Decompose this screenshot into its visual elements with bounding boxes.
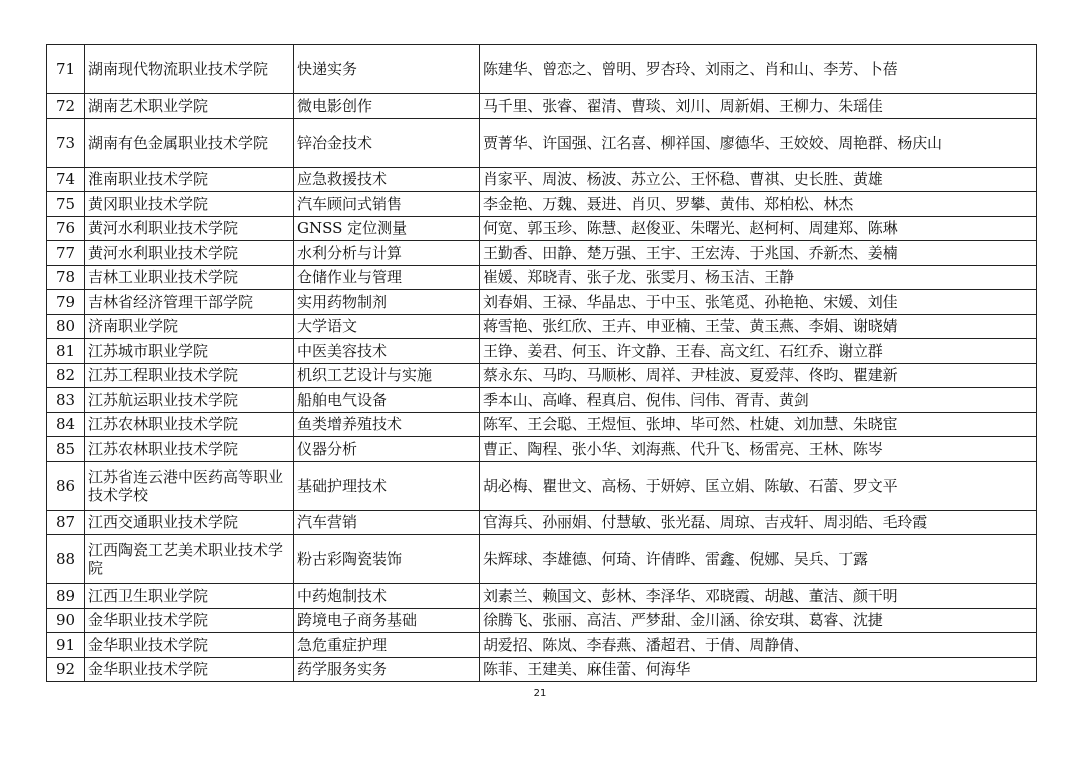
- course-name: 仓储作业与管理: [294, 265, 480, 290]
- course-name: 大学语文: [294, 314, 480, 339]
- course-name: 中药炮制技术: [294, 584, 480, 609]
- course-name: 药学服务实务: [294, 657, 480, 682]
- table-row: [47, 363, 1037, 388]
- team-members: 陈菲、王建美、麻佳蕾、何海华: [480, 657, 1037, 682]
- row-number: 92: [47, 657, 85, 682]
- course-name: 快递实务: [294, 45, 480, 94]
- table-row: [47, 265, 1037, 290]
- school-name: 江西交通职业技术学院: [85, 510, 294, 535]
- team-members: 肖家平、周波、杨波、苏立公、王怀稳、曹祺、史长胜、黄雄: [480, 167, 1037, 192]
- course-name: 船舶电气设备: [294, 388, 480, 413]
- row-number: 73: [47, 118, 85, 167]
- school-name: 江苏省连云港中医药高等职业技术学校: [85, 461, 294, 510]
- row-number: 86: [47, 461, 85, 510]
- page-number: 21: [533, 688, 547, 699]
- team-members: 马千里、张睿、翟清、曹琰、刘川、周新娟、王柳力、朱瑶佳: [480, 94, 1037, 119]
- school-name: 吉林工业职业技术学院: [85, 265, 294, 290]
- school-name: 江苏航运职业技术学院: [85, 388, 294, 413]
- table-row: [47, 535, 1037, 584]
- course-name: 粉古彩陶瓷装饰: [294, 535, 480, 584]
- row-number: 84: [47, 412, 85, 437]
- school-name: 金华职业技术学院: [85, 657, 294, 682]
- row-number: 75: [47, 192, 85, 217]
- row-number: 83: [47, 388, 85, 413]
- course-name: 机织工艺设计与实施: [294, 363, 480, 388]
- row-number: 80: [47, 314, 85, 339]
- row-number: 89: [47, 584, 85, 609]
- row-number: 79: [47, 290, 85, 315]
- table-row: [47, 461, 1037, 510]
- team-members: 蒋雪艳、张红欣、王卉、申亚楠、王莹、黄玉燕、李娟、谢晓婧: [480, 314, 1037, 339]
- course-name: 汽车顾问式销售: [294, 192, 480, 217]
- team-members: 曹正、陶程、张小华、刘海燕、代升飞、杨雷亮、王林、陈岑: [480, 437, 1037, 462]
- course-name: 跨境电子商务基础: [294, 608, 480, 633]
- table-row: [47, 241, 1037, 266]
- team-members: 胡必梅、瞿世文、高杨、于妍婷、匡立娟、陈敏、石蕾、罗文平: [480, 461, 1037, 510]
- table-row: [47, 510, 1037, 535]
- team-members: 蔡永东、马昀、马顺彬、周祥、尹桂波、夏爱萍、佟昀、瞿建新: [480, 363, 1037, 388]
- row-number: 85: [47, 437, 85, 462]
- school-name: 金华职业技术学院: [85, 633, 294, 658]
- table-row: [47, 633, 1037, 658]
- course-name: GNSS 定位测量: [294, 216, 480, 241]
- school-name: 江西卫生职业学院: [85, 584, 294, 609]
- row-number: 74: [47, 167, 85, 192]
- team-members: 崔媛、郑晓青、张子龙、张雯月、杨玉洁、王静: [480, 265, 1037, 290]
- team-members: 王勤香、田静、楚万强、王宇、王宏涛、于兆国、乔新杰、姜楠: [480, 241, 1037, 266]
- team-members: 朱辉球、李雄德、何琦、许倩晔、雷鑫、倪娜、吴兵、丁露: [480, 535, 1037, 584]
- school-name: 湖南有色金属职业技术学院: [85, 118, 294, 167]
- school-name: 湖南艺术职业学院: [85, 94, 294, 119]
- table-row: [47, 216, 1037, 241]
- row-number: 71: [47, 45, 85, 94]
- team-members: 胡爱招、陈岚、李春燕、潘超君、于倩、周静倩、: [480, 633, 1037, 658]
- row-number: 77: [47, 241, 85, 266]
- team-members: 刘素兰、赖国文、彭林、李泽华、邓晓霞、胡越、董洁、颜干明: [480, 584, 1037, 609]
- table-row: [47, 314, 1037, 339]
- awards-table: [46, 44, 1037, 682]
- row-number: 90: [47, 608, 85, 633]
- table-row: [47, 94, 1037, 119]
- table-row: [47, 290, 1037, 315]
- school-name: 黄河水利职业技术学院: [85, 241, 294, 266]
- team-members: 徐腾飞、张丽、高洁、严梦甜、金川涵、徐安琪、葛睿、沈捷: [480, 608, 1037, 633]
- course-name: 仪器分析: [294, 437, 480, 462]
- row-number: 76: [47, 216, 85, 241]
- school-name: 湖南现代物流职业技术学院: [85, 45, 294, 94]
- team-members: 陈建华、曾恋之、曾明、罗杏玲、刘雨之、肖和山、李芳、卜蓓: [480, 45, 1037, 94]
- school-name: 济南职业学院: [85, 314, 294, 339]
- course-name: 鱼类增养殖技术: [294, 412, 480, 437]
- course-name: 水利分析与计算: [294, 241, 480, 266]
- team-members: 贾菁华、许国强、江名喜、柳祥国、廖德华、王姣姣、周艳群、杨庆山: [480, 118, 1037, 167]
- course-name: 汽车营销: [294, 510, 480, 535]
- school-name: 淮南职业技术学院: [85, 167, 294, 192]
- school-name: 黄河水利职业技术学院: [85, 216, 294, 241]
- row-number: 88: [47, 535, 85, 584]
- team-members: 陈军、王会聪、王煜恒、张坤、毕可然、杜婕、刘加慧、朱晓宦: [480, 412, 1037, 437]
- table-row: [47, 437, 1037, 462]
- course-name: 急危重症护理: [294, 633, 480, 658]
- school-name: 金华职业技术学院: [85, 608, 294, 633]
- table-row: [47, 412, 1037, 437]
- row-number: 78: [47, 265, 85, 290]
- team-members: 刘春娟、王禄、华晶忠、于中玉、张笔觅、孙艳艳、宋媛、刘佳: [480, 290, 1037, 315]
- table-row: [47, 118, 1037, 167]
- school-name: 江苏工程职业技术学院: [85, 363, 294, 388]
- school-name: 江西陶瓷工艺美术职业技术学院: [85, 535, 294, 584]
- table-row: [47, 608, 1037, 633]
- school-name: 江苏农林职业技术学院: [85, 412, 294, 437]
- school-name: 黄冈职业技术学院: [85, 192, 294, 217]
- row-number: 91: [47, 633, 85, 658]
- course-name: 微电影创作: [294, 94, 480, 119]
- table-row: [47, 657, 1037, 682]
- table-row: [47, 584, 1037, 609]
- course-name: 应急救援技术: [294, 167, 480, 192]
- row-number: 72: [47, 94, 85, 119]
- school-name: 江苏城市职业学院: [85, 339, 294, 364]
- table-body: [47, 45, 1037, 682]
- table-row: [47, 192, 1037, 217]
- team-members: 李金艳、万魏、聂进、肖贝、罗攀、黄伟、郑柏松、林杰: [480, 192, 1037, 217]
- course-name: 实用药物制剂: [294, 290, 480, 315]
- school-name: 江苏农林职业技术学院: [85, 437, 294, 462]
- table-row: [47, 45, 1037, 94]
- school-name: 吉林省经济管理干部学院: [85, 290, 294, 315]
- course-name: 基础护理技术: [294, 461, 480, 510]
- row-number: 81: [47, 339, 85, 364]
- team-members: 王铮、姜君、何玉、许文静、王春、高文红、石红乔、谢立群: [480, 339, 1037, 364]
- course-name: 锌冶金技术: [294, 118, 480, 167]
- row-number: 87: [47, 510, 85, 535]
- table-row: [47, 167, 1037, 192]
- row-number: 82: [47, 363, 85, 388]
- team-members: 季本山、高峰、程真启、倪伟、闫伟、胥青、黄剑: [480, 388, 1037, 413]
- table-row: [47, 339, 1037, 364]
- table-row: [47, 388, 1037, 413]
- course-name: 中医美容技术: [294, 339, 480, 364]
- team-members: 何宽、郭玉珍、陈慧、赵俊亚、朱曙光、赵柯柯、周建郑、陈琳: [480, 216, 1037, 241]
- team-members: 官海兵、孙丽娟、付慧敏、张光磊、周琼、吉戎轩、周羽皓、毛玲霞: [480, 510, 1037, 535]
